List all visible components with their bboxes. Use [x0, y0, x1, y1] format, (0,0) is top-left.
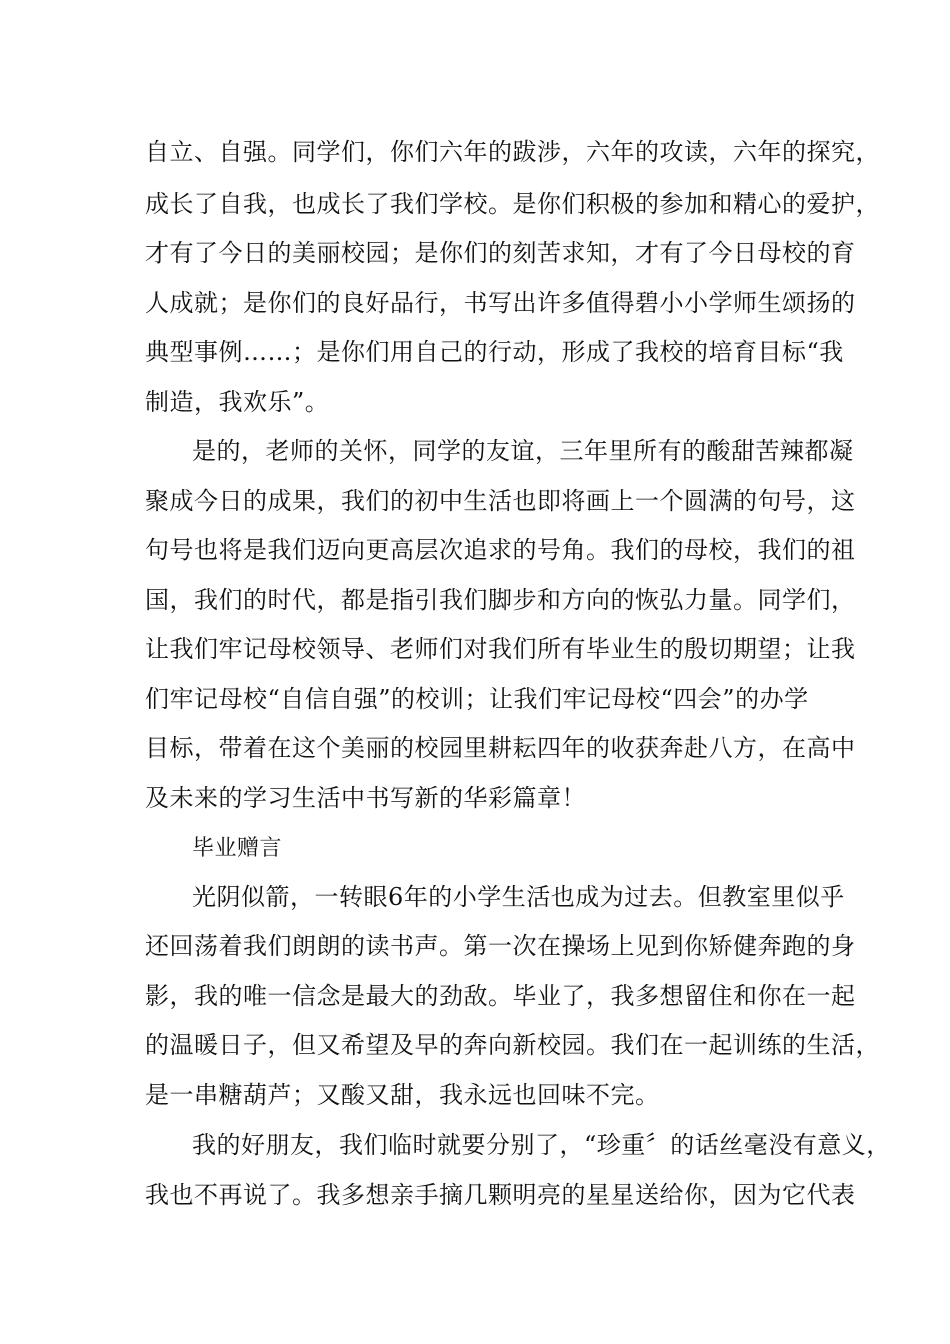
paragraph-2-line-4: 国，我们的时代，都是指引我们脚步和方向的恢弘力量。同学们， [145, 586, 856, 614]
paragraph-4-line-1: 我的好朋友，我们临时就要分别了，“珍重〞的话丝毫没有意义， [192, 1131, 891, 1159]
section-heading: 毕业赠言 [192, 836, 283, 861]
paragraph-1-line-5: 典型事例……；是你们用自己的行动，形成了我校的培育目标“我 [145, 338, 844, 366]
paragraph-3-line-3: 影，我的唯一信念是最大的劲敌。毕业了，我多想留住和你在一起 [145, 982, 856, 1010]
paragraph-1-line-6: 制造，我欢乐”。 [145, 388, 330, 416]
paragraph-3-line-2: 还回荡着我们朗朗的读书声。第一次在操场上见到你矫健奔跑的身 [145, 932, 856, 960]
paragraph-2-line-8: 及未来的学习生活中书写新的华彩篇章！ [145, 784, 586, 812]
paragraph-2-line-1: 是的，老师的关怀，同学的友谊，三年里所有的酸甜苦辣都凝 [192, 437, 854, 465]
paragraph-3-line-1: 光阴似箭，一转眼6年的小学生活也成为过去。但教室里似乎 [192, 883, 845, 911]
paragraph-2-line-7: 目标，带着在这个美丽的校园里耕耘四年的收获奔赴八方，在高中 [145, 734, 856, 762]
paragraph-1-line-1: 自立、自强。同学们，你们六年的跋涉，六年的攻读，六年的探究， [145, 138, 880, 166]
paragraph-1-line-3: 才有了今日的美丽校园；是你们的刻苦求知，才有了今日母校的育 [145, 239, 856, 267]
paragraph-4-line-2: 我也不再说了。我多想亲手摘几颗明亮的星星送给你，因为它代表 [145, 1181, 856, 1209]
paragraph-2-line-6: 们牢记母校“自信自强”的校训；让我们牢记母校“四会”的办学 [145, 685, 809, 713]
paragraph-3-line-5: 是一串糖葫芦；又酸又甜，我永远也回味不完。 [145, 1081, 660, 1109]
paragraph-2-line-5: 让我们牢记母校领导、老师们对我们所有毕业生的殷切期望；让我 [145, 635, 856, 663]
paragraph-1-line-2: 成长了自我，也成长了我们学校。是你们积极的参加和精心的爱护， [145, 190, 880, 218]
paragraph-3-line-4: 的温暖日子，但又希望及早的奔向新校园。我们在一起训练的生活， [145, 1031, 880, 1059]
paragraph-1-line-4: 人成就；是你们的良好品行，书写出许多值得碧小小学师生颂扬的 [145, 289, 856, 317]
paragraph-2-line-2: 聚成今日的成果，我们的初中生活也即将画上一个圆满的句号，这 [145, 487, 856, 515]
paragraph-2-line-3: 句号也将是我们迈向更高层次追求的号角。我们的母校，我们的祖 [145, 536, 856, 564]
